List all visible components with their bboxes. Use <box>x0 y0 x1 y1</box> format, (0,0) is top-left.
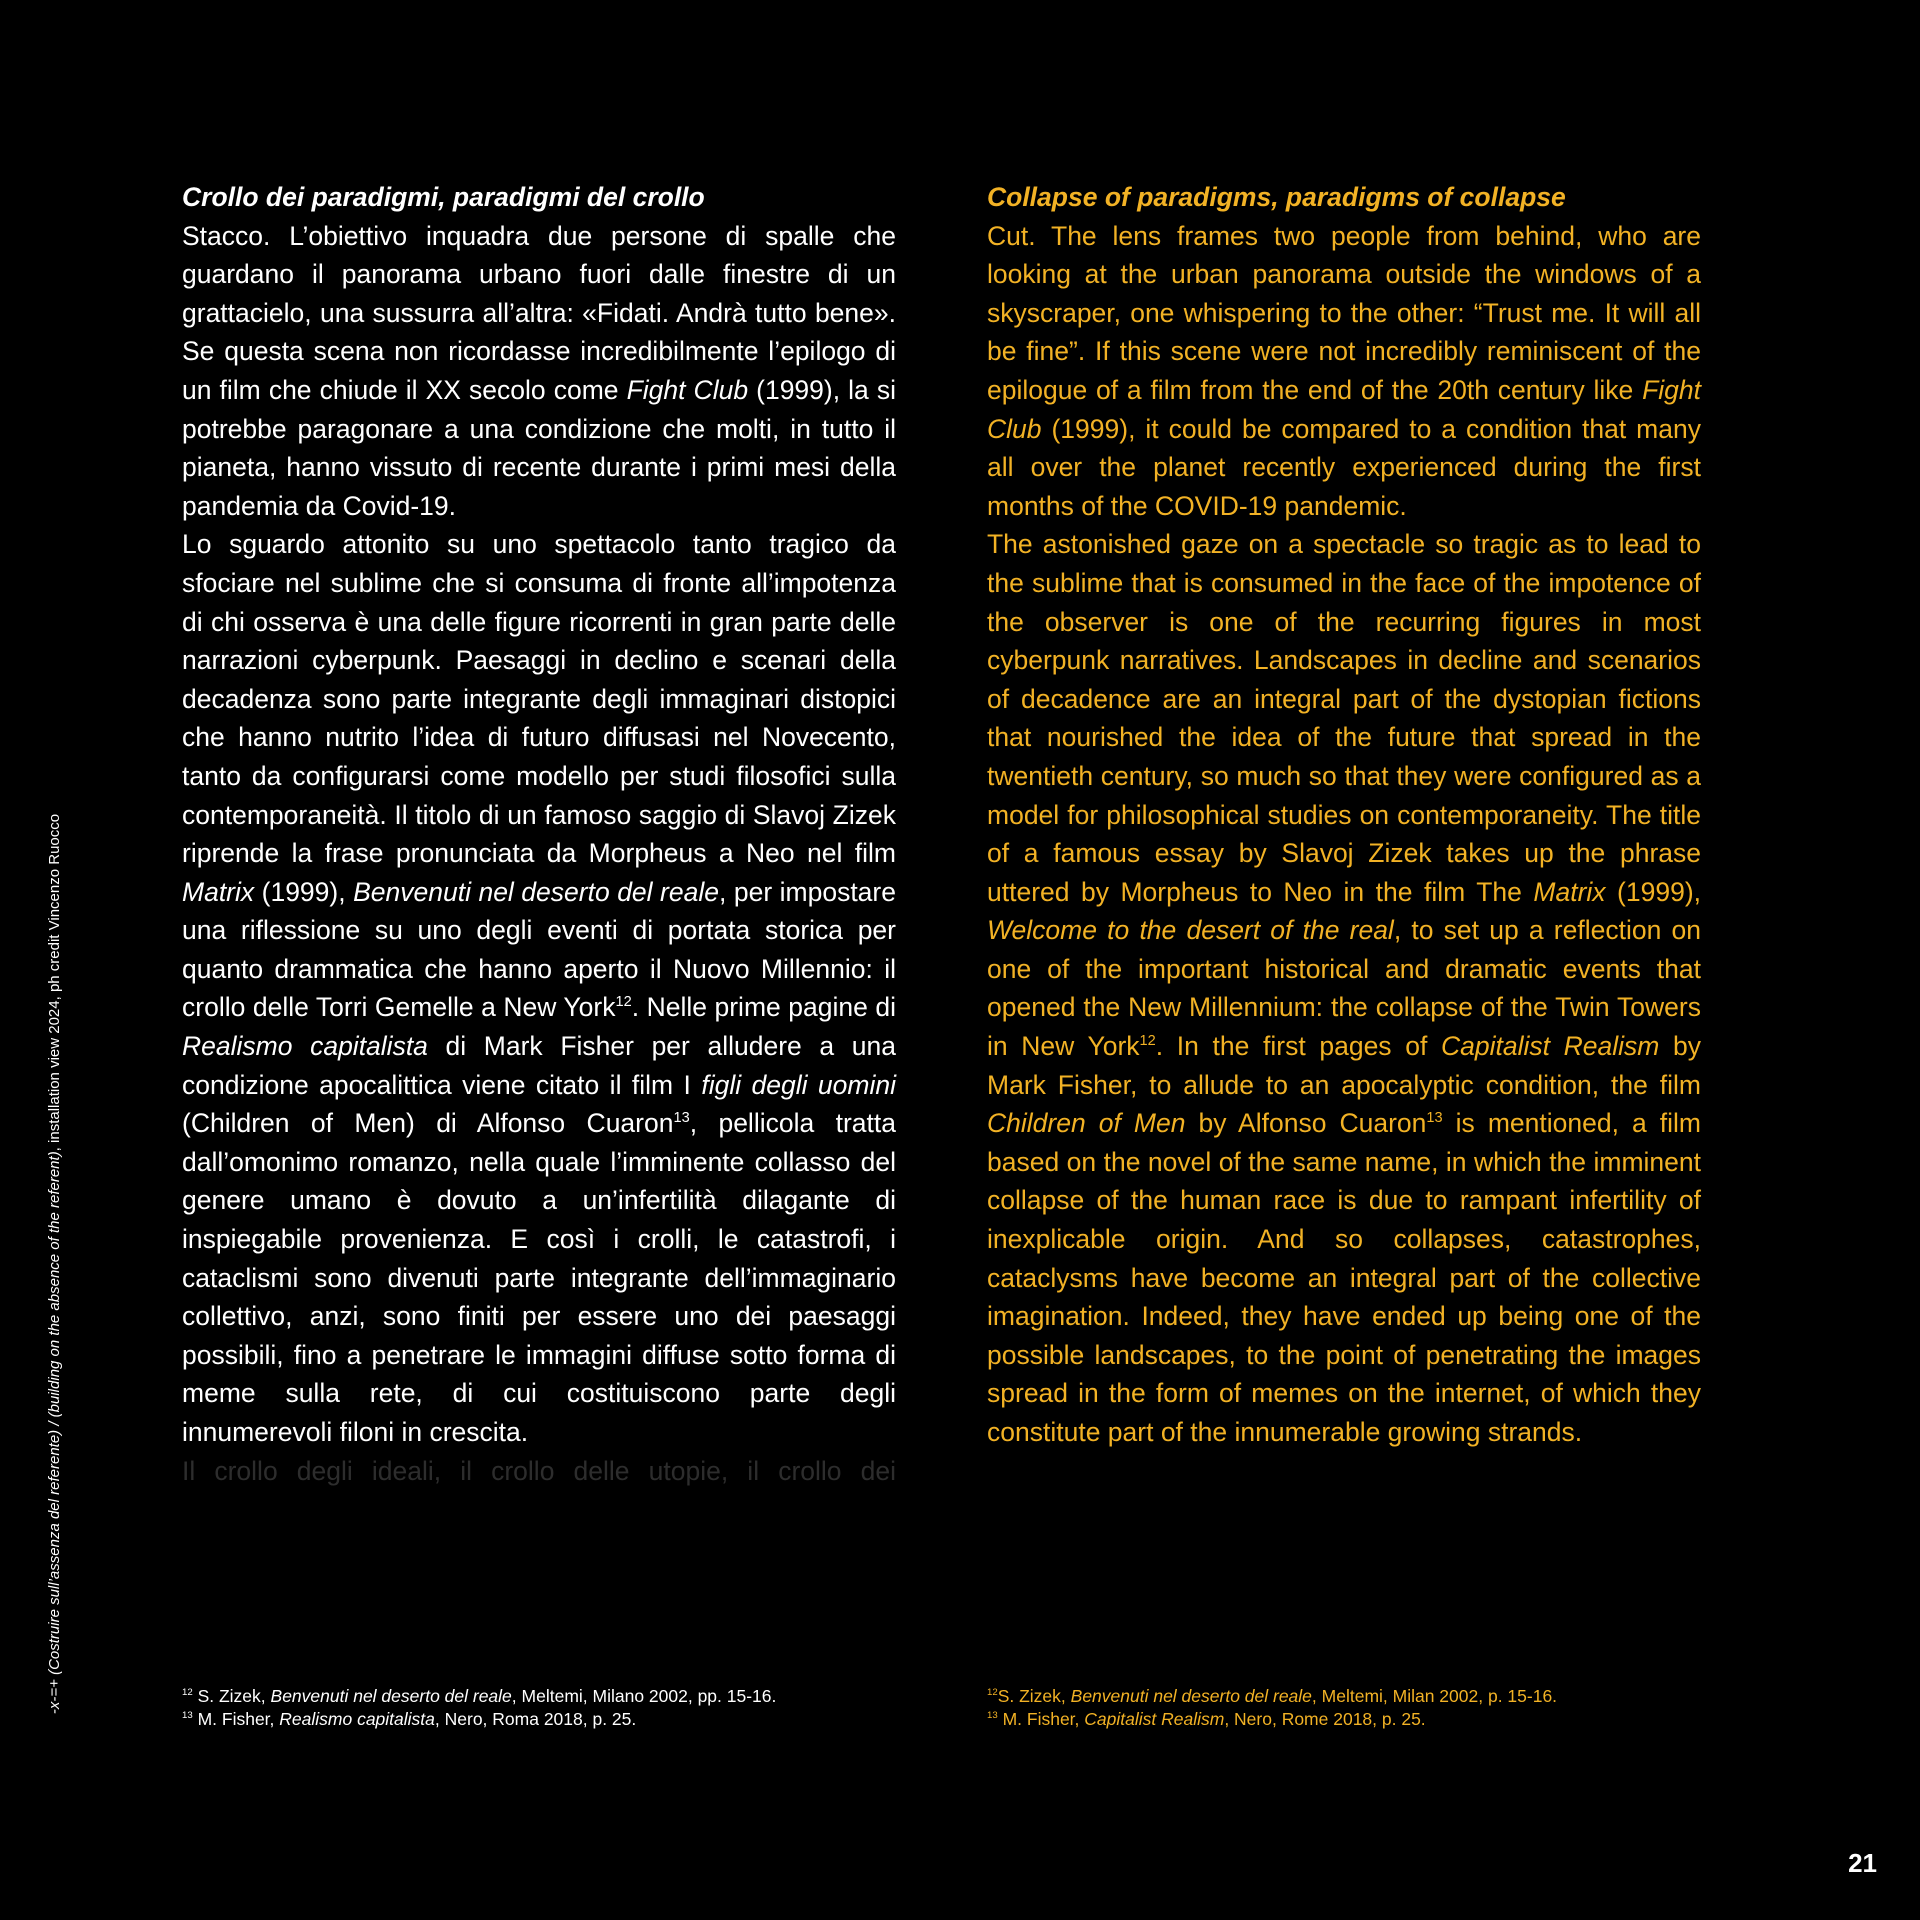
footnote-publisher: , Meltemi, Milano 2002, pp. 15-16. <box>511 1686 777 1706</box>
en-p2-text-e: by Mark Fisher, to allude to an apocalyptic condition, the film <box>987 1031 1701 1100</box>
footnote-number: 12 <box>182 1687 193 1699</box>
it-p1-text-b: (1999), la si potrebbe paragonare a una condizione che molti, in tutto il pianeta, hanno vissuto di recente durante i primi mesi della pandemia da Covid-19. <box>182 374 896 521</box>
footnote-book-title: Capitalist Realism <box>1084 1709 1225 1729</box>
en-p1-text-b: (1999), it could be compared to a condition that many all over the planet recently experienced during the first months of the COVID-19 pandemic. <box>987 413 1701 521</box>
it-p2-text-b: (1999), <box>254 876 354 907</box>
en-p1-film-title: Fight Club <box>987 374 1701 444</box>
english-column <box>987 178 1701 1452</box>
en-p2-film-title: Children of Men <box>987 1108 1186 1139</box>
italian-title: Crollo dei paradigmi, paradigmi del crollo <box>182 182 705 212</box>
it-p2-matrix-title: Matrix <box>182 876 255 907</box>
it-p2-text-c: , per impostare una riflessione su uno degli eventi di portata storica per quanto drammatica che hanno aperto il Nuovo Millennio: il crollo delle Torri Gemelle a New York <box>182 876 896 1023</box>
footnote-text: S. Zizek, <box>997 1686 1071 1706</box>
en-footnote-ref-13[interactable]: 13 <box>1426 1110 1443 1127</box>
english-title: Collapse of paradigms, paradigms of collapse <box>987 182 1566 212</box>
italian-footnote-12 <box>182 1685 896 1708</box>
en-p2-text-b: (1999), <box>1605 876 1702 907</box>
italian-column <box>182 178 896 1490</box>
italian-faded-continuation: Il crollo degli ideali, il crollo delle utopie, il crollo dei <box>182 1455 896 1486</box>
footnote-publisher: , Nero, Roma 2018, p. 25. <box>434 1709 637 1729</box>
it-p1-film-title: Fight Club <box>626 374 749 405</box>
en-p2-book-title: Capitalist Realism <box>1440 1031 1660 1062</box>
it-p2-text-d: . Nelle prime pagine di <box>631 992 897 1023</box>
side-caption-credit: , installation view 2024, ph credit Vincenzo Ruocco <box>46 813 63 1152</box>
footnote-text: M. Fisher, <box>1002 1709 1085 1729</box>
it-p2-essay-title: Benvenuti nel deserto del reale <box>353 876 719 907</box>
footnote-publisher: , Meltemi, Milan 2002, p. 15-16. <box>1311 1686 1558 1706</box>
footnote-text: M. Fisher, <box>197 1709 280 1729</box>
en-p2-text-c: , to set up a reflection on one of the important historical and dramatic events that opened the New Millennium: the collapse of the Twin Towers in New York <box>987 915 1701 1062</box>
footnote-book-title: Benvenuti nel deserto del reale <box>1070 1686 1312 1706</box>
italian-footnotes <box>182 1685 896 1731</box>
en-p2-text-d: . In the first pages of <box>1155 1031 1441 1062</box>
it-footnote-ref-12[interactable]: 12 <box>615 994 632 1011</box>
english-footnote-12 <box>987 1685 1701 1708</box>
en-footnote-ref-12[interactable]: 12 <box>1139 1033 1156 1050</box>
it-p2-text-a: Lo sguardo attonito su uno spettacolo tanto tragico da sfociare nel sublime che si consuma di fronte all’impotenza di chi osserva è una delle figure ricorrenti in gran parte delle narrazioni cyberpunk. Paesaggi in declino e scenari della decadenza sono parte integrante degli immaginari distopici che hanno nutrito l’idea di futuro diffusasi nel Novecento, tanto da configurarsi come modello per studi filosofici sulla contemporaneità. Il titolo di un famoso saggio di Slavoj Zizek riprende la frase pronunciata da Morpheus a Neo nel film <box>182 529 896 869</box>
english-footnote-13 <box>987 1708 1701 1731</box>
english-paragraph-1 <box>987 217 1701 526</box>
italian-paragraph-1 <box>182 217 896 526</box>
en-p2-text-f: by Alfonso Cuaron <box>1185 1108 1427 1139</box>
it-p2-text-e: di Mark Fisher per alludere a una condizione apocalittica viene citato il film I <box>182 1031 896 1100</box>
footnote-book-title: Benvenuti nel deserto del reale <box>270 1686 512 1706</box>
footnote-text: S. Zizek, <box>197 1686 271 1706</box>
en-p2-essay-title: Welcome to the desert of the real <box>987 915 1394 946</box>
footnote-number: 12 <box>987 1687 998 1699</box>
en-p2-text-a: The astonished gaze on a spectacle so tragic as to lead to the sublime that is consumed in the face of the impotence of the observer is one of the recurring figures in most cyberpunk narratives. Landscapes in decline and scenarios of decadence are an integral part of the dystopian fictions that nourished the idea of the future that spread in the twentieth century, so much so that they were configured as a model for philosophical studies on contemporaneity. The title of a famous essay by Slavoj Zizek takes up the phrase uttered by Morpheus to Neo in the film The <box>987 529 1701 907</box>
italian-footnote-13 <box>182 1708 896 1731</box>
it-p2-text-f: (Children of Men) di Alfonso Cuaron <box>182 1108 674 1139</box>
it-p2-text-g: , pellicola tratta dall’omonimo romanzo, nella quale l’imminente collasso del genere umano è dovuto a un’infertilità dilagante di inspiegabile provenienza. E così i crolli, le catastrofi, i cataclismi sono divenuti parte integrante dell’immaginario collettivo, anzi, sono finiti per essere uno dei paesaggi possibili, fino a penetrare le immagini diffuse sotto forma di meme sulla rete, di cui costituiscono parte degli innumerevoli filoni in crescita. <box>182 1108 896 1447</box>
it-footnote-ref-13[interactable]: 13 <box>673 1110 690 1127</box>
en-p1-text-a: Cut. The lens frames two people from behind, who are looking at the urban panorama outside the windows of a skyscraper, one whispering to the other: “Trust me. It will all be fine”. If this scene were not incredibly reminiscent of the epilogue of a film from the end of the 20th century like <box>987 220 1701 405</box>
it-p1-text-a: Stacco. L’obiettivo inquadra due persone di spalle che guardano il panorama urbano fuori dalle finestre di un grattacielo, una sussurra all’altra: «Fidati. Andrà tutto bene». Se questa scena non ricordasse incredibilmente l’epilogo di un film che chiude il XX secolo come <box>182 220 896 405</box>
it-p2-film-title: figli degli uomini <box>701 1069 897 1100</box>
english-footnotes <box>987 1685 1701 1731</box>
footnote-number: 13 <box>987 1710 998 1722</box>
page-number: 21 <box>1848 1848 1877 1878</box>
side-caption <box>46 764 64 1764</box>
footnote-number: 13 <box>182 1710 193 1722</box>
en-p2-matrix-title: Matrix <box>1533 876 1606 907</box>
italian-paragraph-2 <box>182 525 896 1451</box>
footnote-publisher: , Nero, Rome 2018, p. 25. <box>1224 1709 1426 1729</box>
footnote-book-title: Realismo capitalista <box>279 1709 435 1729</box>
side-caption-title: -x-=+ (Costruire sull’assenza del referente) / (building on the absence of the referent) <box>46 1151 63 1715</box>
en-p2-text-g: is mentioned, a film based on the novel of the same name, in which the imminent collapse of the human race is due to rampant infertility of inexplicable origin. And so collapses, catastrophes, cataclysms have become an integral part of the collective imagination. Indeed, they have ended up being one of the possible landscapes, to the point of penetrating the images spread in the form of memes on the internet, of which they constitute part of the innumerable growing strands. <box>987 1108 1701 1447</box>
english-paragraph-2 <box>987 525 1701 1451</box>
it-p2-book-title: Realismo capitalista <box>182 1031 428 1062</box>
